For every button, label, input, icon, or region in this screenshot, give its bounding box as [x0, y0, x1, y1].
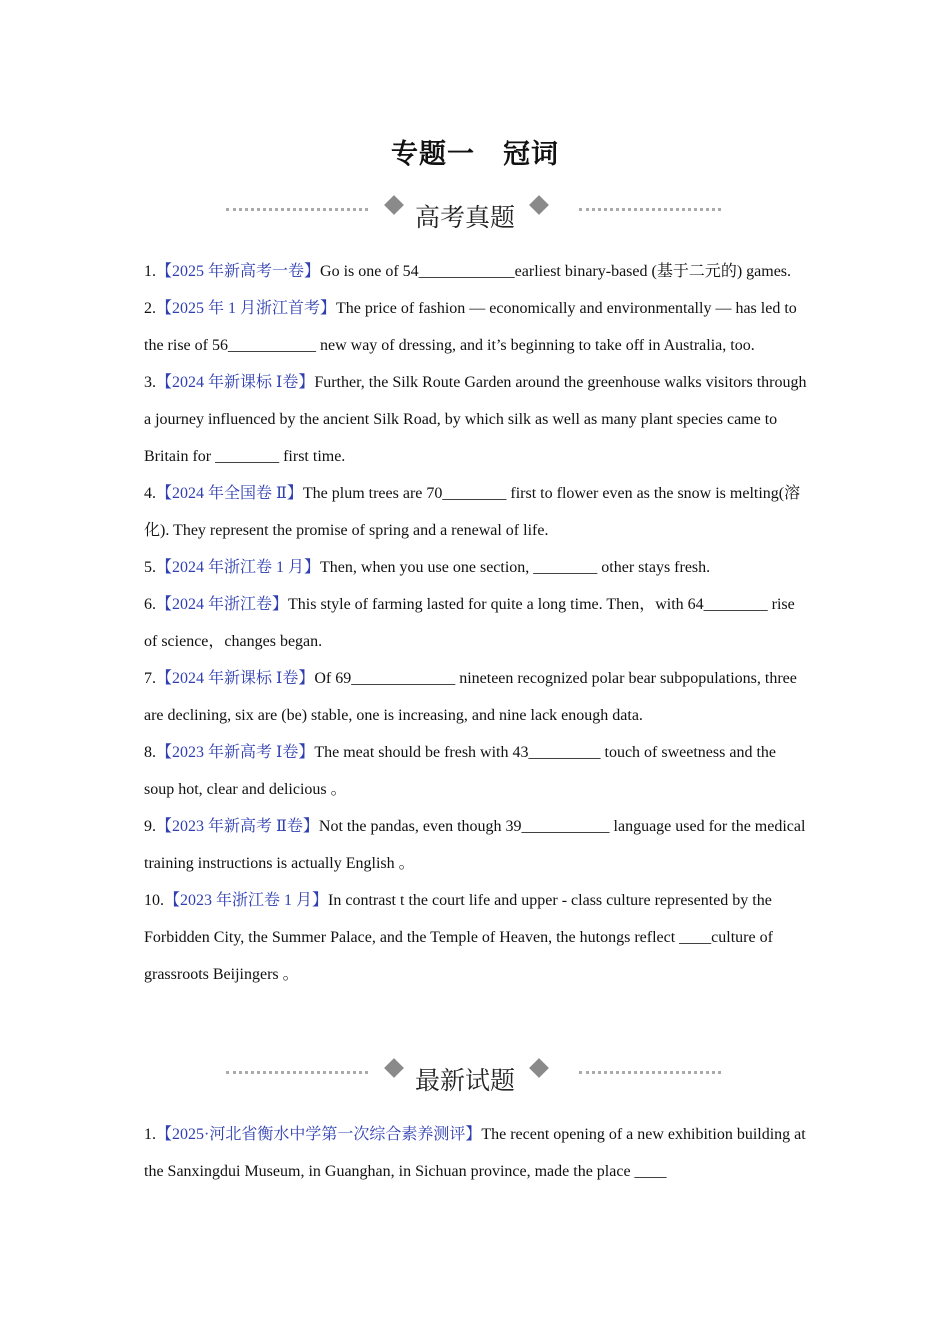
dotted-rule-right — [579, 208, 721, 211]
page-title: 专题一 冠词 — [391, 139, 559, 170]
section-divider-latest — [0, 1059, 950, 1105]
question-item: 9.【2023 年新高考 Ⅱ卷】Not the pandas, even though 39___________ language used for the medical training instructions is actually English 。 — [144, 818, 806, 872]
question-item: 7.【2024 年新课标 Ⅰ卷】Of 69_____________ nineteen recognized polar bear subpopulations, three are declining, six are (be) stable, one is increasing, and nine lack enough data. — [144, 670, 797, 724]
question-item: 2.【2025 年 1 月浙江首考】The price of fashion — economically and environmentally — has led to the rise of 56___________ new way of dressing, and it’s beginning to take off in Australia, too. — [144, 300, 797, 354]
section-heading-gaokao: 高考真题 — [414, 205, 515, 232]
section-heading-latest: 最新试题 — [414, 1068, 515, 1095]
question-item: 10.【2023 年浙江卷 1 月】In contrast t the court life and upper - class culture represented by the Forbidden City, the Summer Palace, and the Temple of Heaven, the hutongs reflect ____culture of grassroots Beijingers 。 — [144, 892, 773, 983]
question-item: 3.【2024 年新课标 Ⅰ卷】Further, the Silk Route Garden around the greenhouse walks visitors through a journey influenced by the ancient Silk Road, by which silk as well as many plant species came to Britain for ________ first time. — [144, 374, 807, 465]
question-list-gaokao — [144, 253, 809, 993]
question-list-latest — [144, 1116, 809, 1190]
question-item: 4.【2024 年全国卷 Ⅱ】The plum trees are 70________ first to flower even as the snow is melting(溶化). They represent the promise of spring and a renewal of life. — [144, 485, 801, 539]
section-divider-gaokao — [0, 196, 950, 242]
dotted-rule-right — [579, 1071, 721, 1074]
question-item: 1.【2025·河北省衡水中学第一次综合素养测评】The recent opening of a new exhibition building at the Sanxingdui Museum, in Guanghan, in Sichuan province, made the place ____ — [144, 1126, 806, 1180]
question-item: 8.【2023 年新高考 Ⅰ卷】The meat should be fresh with 43_________ touch of sweetness and the soup hot, clear and delicious 。 — [144, 744, 777, 798]
question-item: 6.【2024 年浙江卷】This style of farming lasted for quite a long time. Then，with 64________ rise of science，changes began. — [144, 596, 795, 650]
dotted-rule-left — [226, 208, 368, 211]
dotted-rule-left — [226, 1071, 368, 1074]
question-item: 5.【2024 年浙江卷 1 月】Then, when you use one section, ________ other stays fresh. — [144, 559, 711, 576]
question-item: 1.【2025 年新高考一卷】Go is one of 54____________earliest binary-based (基于二元的) games. — [144, 263, 792, 280]
